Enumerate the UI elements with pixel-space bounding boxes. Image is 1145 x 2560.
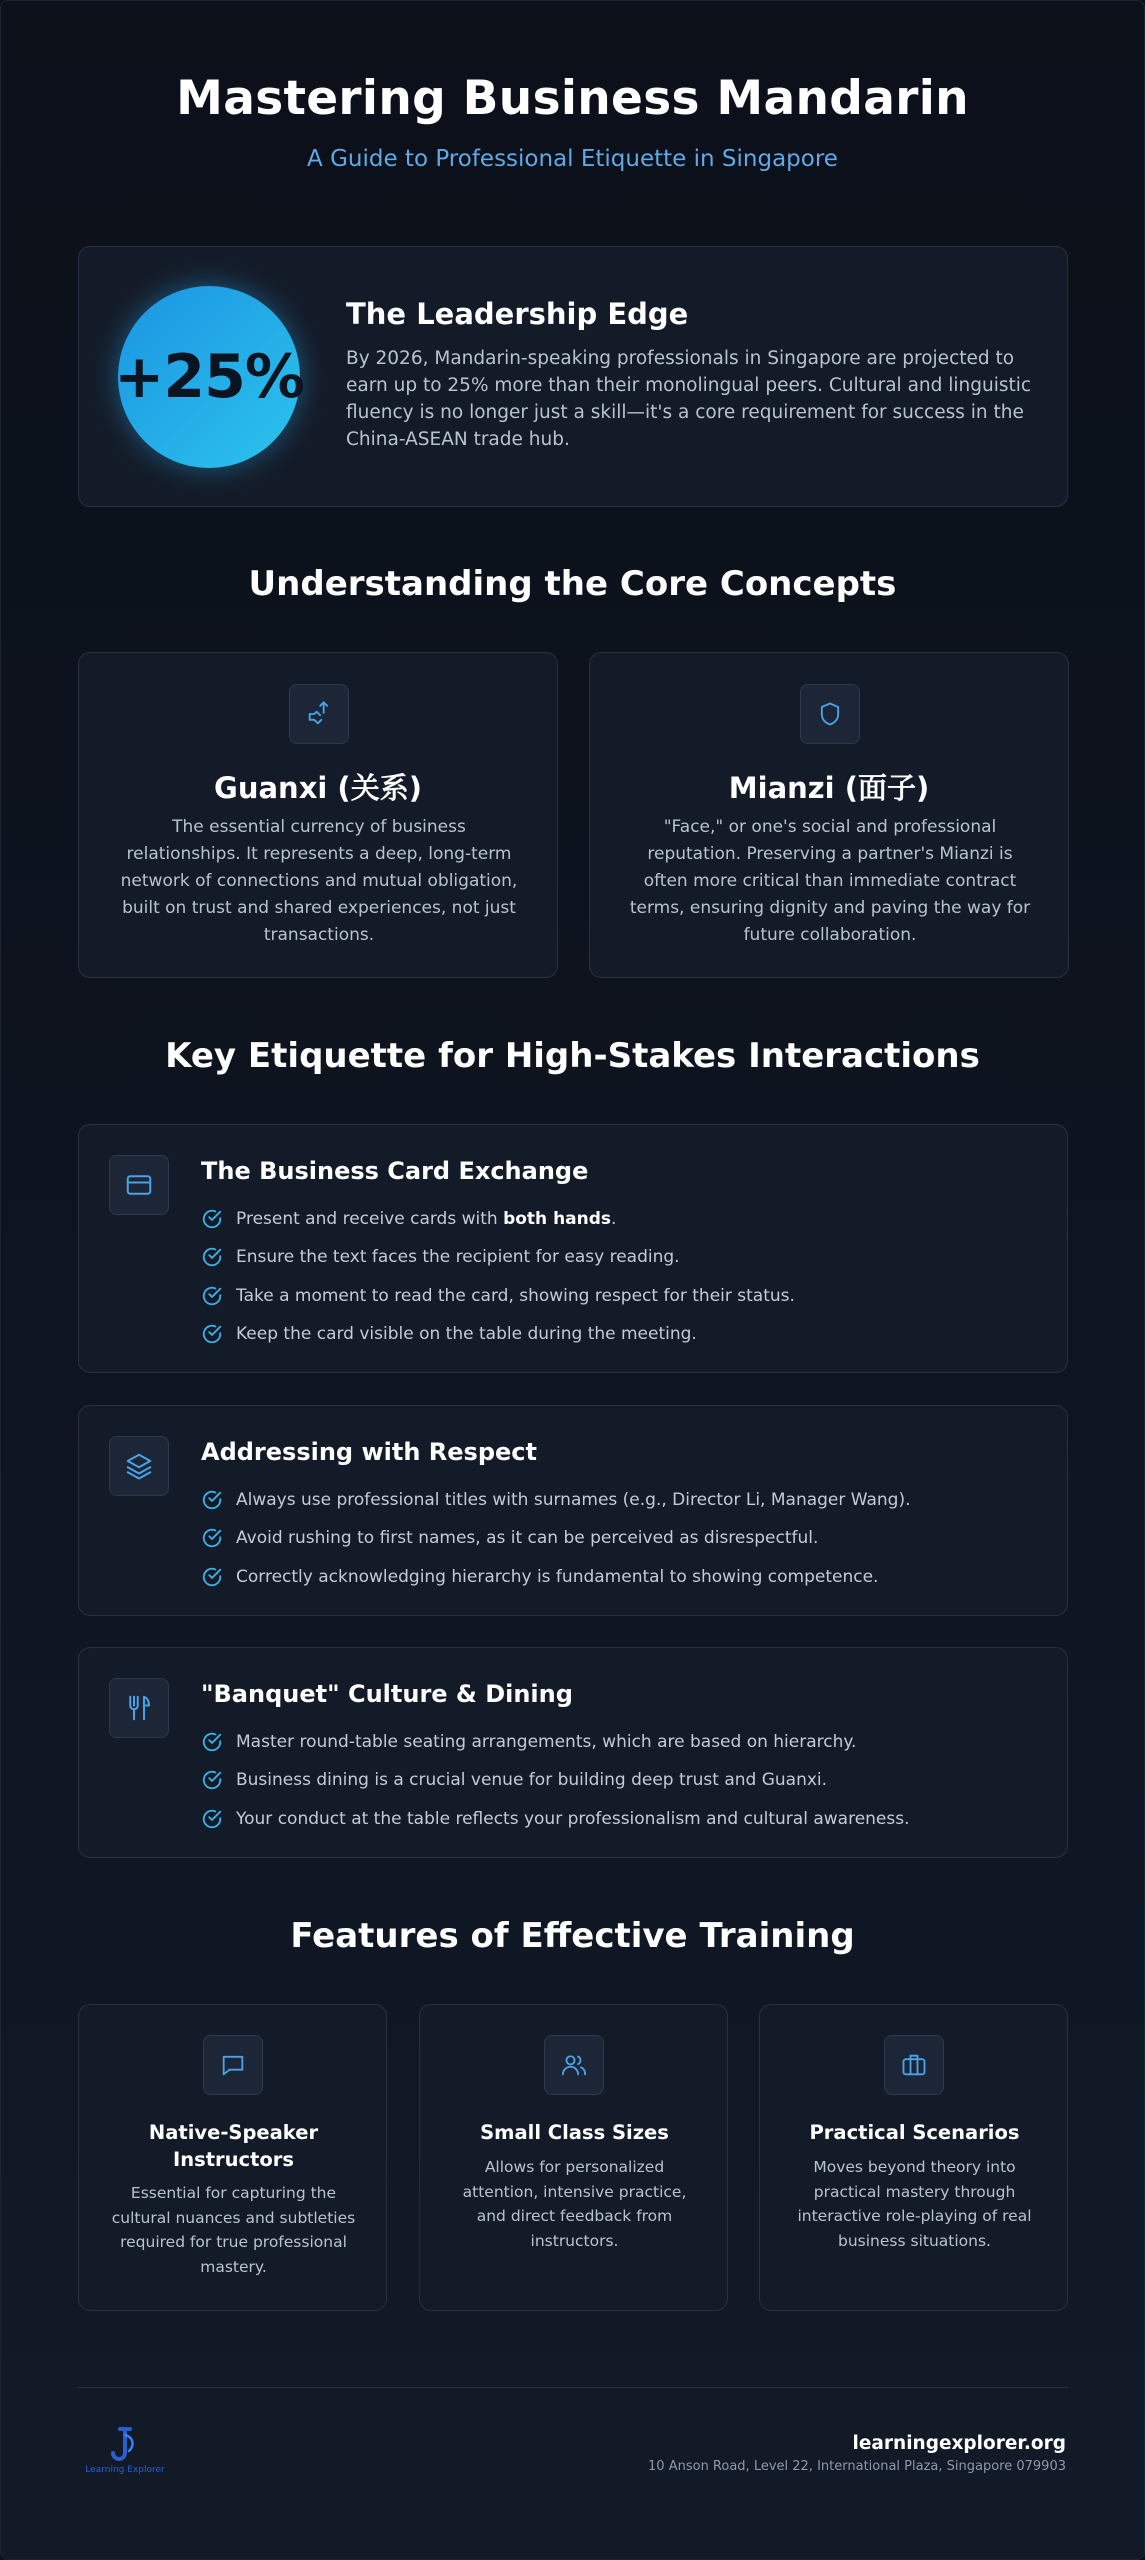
list-item [201, 1200, 795, 1238]
footer-address: 10 Anson Road, Level 22, International Plaza, Singapore 079903 [648, 2459, 1066, 2474]
bold-emphasis: both hands [503, 1209, 612, 1230]
feature-title: Small Class Sizes [480, 2121, 669, 2144]
list-item-text: Business dining is a crucial venue for building deep trust and Guanxi. [236, 1770, 828, 1791]
check-circle-icon [201, 1489, 223, 1511]
etiquette-list [201, 1481, 911, 1596]
feature-card-small-classes [419, 2004, 728, 2311]
logo-mark-icon [78, 2425, 172, 2465]
leadership-edge-card [78, 246, 1068, 507]
feature-card-native-speakers [78, 2004, 387, 2311]
section-title-core-concepts: Understanding the Core Concepts [248, 564, 897, 604]
stat-value: +25% [114, 342, 304, 412]
list-item-text: Present and receive cards with both hands. [236, 1209, 617, 1230]
message-square-icon [203, 2035, 263, 2095]
check-circle-icon [201, 1527, 223, 1549]
etiquette-card-business-card [78, 1124, 1068, 1373]
section-title-features: Features of Effective Training [290, 1916, 855, 1956]
page-title: Mastering Business Mandarin [176, 71, 969, 126]
list-item [201, 1761, 910, 1799]
logo-text: Learning Explorer [85, 2465, 165, 2475]
utensils-icon [109, 1678, 169, 1738]
list-item [201, 1315, 795, 1353]
stat-circle [114, 286, 304, 468]
users-icon [544, 2035, 604, 2095]
etiquette-title: "Banquet" Culture & Dining [201, 1680, 573, 1708]
check-circle-icon [201, 1323, 223, 1345]
briefcase-icon [884, 2035, 944, 2095]
list-item-text: Always use professional titles with surnames (e.g., Director Li, Manager Wang). [236, 1490, 911, 1511]
check-circle-icon [201, 1285, 223, 1307]
handshake-icon [289, 684, 349, 744]
feature-title: Practical Scenarios [809, 2121, 1020, 2144]
feature-title: Native-Speaker Instructors [148, 2121, 319, 2171]
concept-card-guanxi [78, 652, 558, 978]
list-item-text: Master round-table seating arrangements, which are based on hierarchy. [236, 1732, 857, 1753]
feature-body: Moves beyond theory into practical mastery through interactive role-playing of real business situations. [797, 2158, 1032, 2250]
list-item [201, 1558, 911, 1596]
hero-heading: The Leadership Edge [346, 297, 689, 331]
concept-card-mianzi [589, 652, 1069, 978]
concept-body: The essential currency of business relationships. It represents a deep, long-term network of connections and mutual obligation, built on trust and shared experiences, not just transactions. [120, 817, 518, 945]
check-circle-icon [201, 1208, 223, 1230]
etiquette-title: Addressing with Respect [201, 1438, 537, 1466]
etiquette-title: The Business Card Exchange [201, 1157, 589, 1185]
list-item [201, 1723, 910, 1761]
concept-title: Guanxi (关系) [214, 771, 422, 805]
list-item [201, 1800, 910, 1838]
list-item-text: Take a moment to read the card, showing respect for their status. [236, 1285, 795, 1306]
learning-explorer-logo[interactable] [78, 2425, 172, 2481]
list-item [201, 1238, 795, 1276]
feature-card-practical-scenarios [759, 2004, 1068, 2311]
etiquette-card-banquet [78, 1647, 1068, 1858]
layers-icon [109, 1436, 169, 1496]
hero-text [346, 297, 1036, 453]
feature-body: Essential for capturing the cultural nuances and subtleties required for true professional mastery. [111, 2184, 356, 2276]
concept-title: Mianzi (面子) [728, 771, 930, 805]
page-subtitle: A Guide to Professional Etiquette in Singapore [307, 146, 838, 172]
check-circle-icon [201, 1731, 223, 1753]
list-item [201, 1481, 911, 1519]
section-title-etiquette: Key Etiquette for High-Stakes Interactions [165, 1036, 980, 1076]
credit-card-icon [109, 1155, 169, 1215]
shield-icon [800, 684, 860, 744]
list-item [201, 1277, 795, 1315]
concept-body: "Face," or one's social and professional reputation. Preserving a partner's Mianzi is often more critical than immediate contract terms, ensuring dignity and paving the way for future collaboration. [629, 817, 1031, 945]
check-circle-icon [201, 1566, 223, 1588]
check-circle-icon [201, 1246, 223, 1268]
feature-body: Allows for personalized attention, intensive practice, and direct feedback from instructors. [462, 2158, 687, 2250]
check-circle-icon [201, 1808, 223, 1830]
list-item-text: Correctly acknowledging hierarchy is fundamental to showing competence. [236, 1566, 879, 1587]
etiquette-list [201, 1723, 910, 1838]
footer-site-link[interactable]: learningexplorer.org [852, 2433, 1066, 2454]
footer-divider [78, 2387, 1068, 2388]
check-circle-icon [201, 1769, 223, 1791]
hero-body: By 2026, Mandarin-speaking professionals in Singapore are projected to earn up to 25% more than their monolingual peers. Cultural and linguistic fluency is no longer just a skill—it's a core requirement for success in the China-ASEAN trade hub. [346, 348, 1032, 450]
list-item-text: Keep the card visible on the table during the meeting. [236, 1324, 697, 1345]
list-item [201, 1519, 911, 1557]
etiquette-card-addressing [78, 1405, 1068, 1616]
header [1, 71, 1144, 172]
list-item-text: Ensure the text faces the recipient for easy reading. [236, 1247, 680, 1268]
list-item-text: Your conduct at the table reflects your professionalism and cultural awareness. [236, 1808, 910, 1829]
list-item-text: Avoid rushing to first names, as it can be perceived as disrespectful. [236, 1528, 819, 1549]
etiquette-list [201, 1200, 795, 1353]
